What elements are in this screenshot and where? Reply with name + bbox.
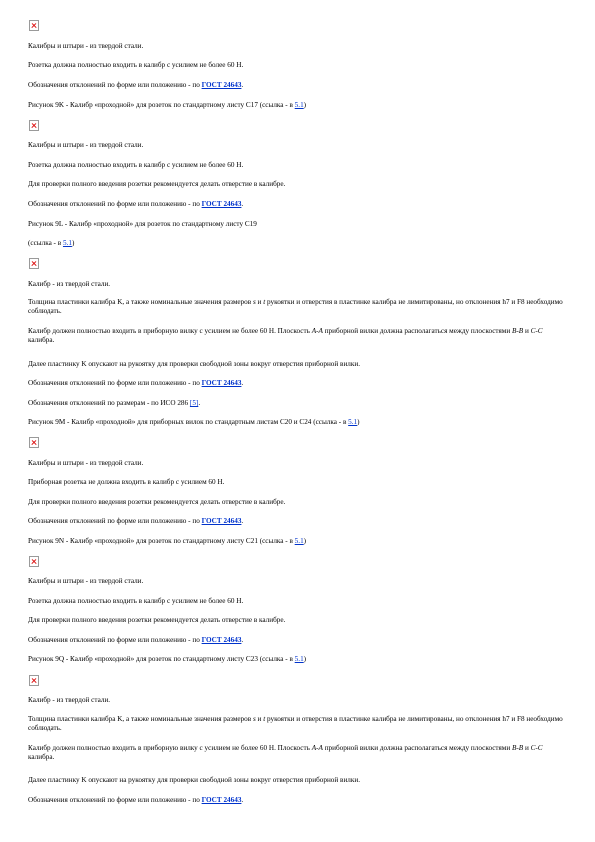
gost-link[interactable]: ГОСТ 24643 [201,796,242,804]
paragraph: Для проверки полного введения розетки рекомендуется делать отверстие в калибре. [28,616,286,624]
paragraph: Калибр должен полностью входить в приборную вилку с усилием не более 60 Н. Плоскость A-A приборной вилки должна располагаться между плоскостями B-B и C-C калибра. [28,327,543,344]
gost-link[interactable]: ГОСТ 24643 [201,200,242,208]
paragraph: Калибры и штыри - из твердой стали. [28,459,144,467]
paragraph: Обозначения отклонений по форме или положению - по ГОСТ 24643. [28,636,244,644]
paragraph: Калибр должен полностью входить в приборную вилку с усилием не более 60 Н. Плоскость A-A приборной вилки должна располагаться между плоскостями B-B и C-C калибра. [28,744,543,761]
section-link[interactable]: 5.1 [62,239,72,247]
gost-link[interactable]: ГОСТ 24643 [201,517,242,525]
broken-image-icon [29,675,39,686]
paragraph: Обозначения отклонений по форме или положению - по ГОСТ 24643. [28,200,244,208]
paragraph: Калибры и штыри - из твердой стали. [28,577,144,585]
broken-image-icon [29,20,39,31]
paragraph: Обозначения отклонений по форме или положению - по ГОСТ 24643. [28,796,244,804]
paragraph: Обозначения отклонений по форме или положению - по ГОСТ 24643. [28,379,244,387]
paragraph: Далее пластинку K опускают на рукоятку для проверки свободной зоны вокруг отверстия приборной вилки. [28,360,361,368]
paragraph: Калибр - из твердой стали. [28,280,111,288]
figure-caption: Рисунок 9Q - Калибр «проходной» для розеток по стандартному листу C23 (ссылка - в 5.1) [28,655,307,663]
paragraph: Розетка должна полностью входить в калибр с усилием не более 60 Н. [28,161,244,169]
paragraph: Толщина пластинки калибра K, а также номинальные значения размеров s и t рукоятки и отверстия в пластинке калибра не лимитированы, но отклонения h7 и F8 необходимо соблюдать. [28,298,563,315]
figure-caption: Рисунок 9M - Калибр «проходной» для приборных вилок по стандартным листам C20 и C24 (ссылка - в 5.1) [28,418,360,426]
figure-reference: (ссылка - в 5.1) [28,239,75,247]
paragraph: Калибры и штыри - из твердой стали. [28,141,144,149]
figure-caption: Рисунок 9L - Калибр «проходной» для розеток по стандартному листу C19 [28,220,257,228]
figure-caption: Рисунок 9K - Калибр «проходной» для розеток по стандартному листу C17 (ссылка - в 5.1) [28,101,307,109]
paragraph: Приборная розетка не должна входить в калибр с усилием 60 Н. [28,478,225,486]
section-link[interactable]: 5.1 [294,537,304,545]
paragraph: Для проверки полного введения розетки рекомендуется делать отверстие в калибре. [28,498,286,506]
broken-image-icon [29,437,39,448]
gost-link[interactable]: ГОСТ 24643 [201,636,242,644]
paragraph: Калибры и штыри - из твердой стали. [28,42,144,50]
section-link[interactable]: 5.1 [294,101,304,109]
paragraph: Обозначения отклонений по форме или положению - по ГОСТ 24643. [28,517,244,525]
broken-image-icon [29,120,39,131]
section-link[interactable]: 5.1 [348,418,358,426]
paragraph: Калибр - из твердой стали. [28,696,111,704]
paragraph: Розетка должна полностью входить в калибр с усилием не более 60 Н. [28,597,244,605]
broken-image-icon [29,556,39,567]
gost-link[interactable]: ГОСТ 24643 [201,81,242,89]
paragraph: Толщина пластинки калибра K, а также номинальные значения размеров s и t рукоятки и отверстия в пластинке калибра не лимитированы, но отклонения h7 и F8 необходимо соблюдать. [28,715,563,732]
paragraph: Розетка должна полностью входить в калибр с усилием не более 60 Н. [28,61,244,69]
bibliography-link[interactable]: [5] [189,399,199,407]
paragraph: Обозначения отклонений по размерам - по ИСО 286 [5]. [28,399,201,407]
gost-link[interactable]: ГОСТ 24643 [201,379,242,387]
paragraph: Обозначения отклонений по форме или положению - по ГОСТ 24643. [28,81,244,89]
paragraph: Для проверки полного введения розетки рекомендуется делать отверстие в калибре. [28,180,286,188]
figure-caption: Рисунок 9N - Калибр «проходной» для розеток по стандартному листу C21 (ссылка - в 5.1) [28,537,307,545]
paragraph: Далее пластинку K опускают на рукоятку для проверки свободной зоны вокруг отверстия приборной вилки. [28,776,361,784]
section-link[interactable]: 5.1 [294,655,304,663]
broken-image-icon [29,258,39,269]
